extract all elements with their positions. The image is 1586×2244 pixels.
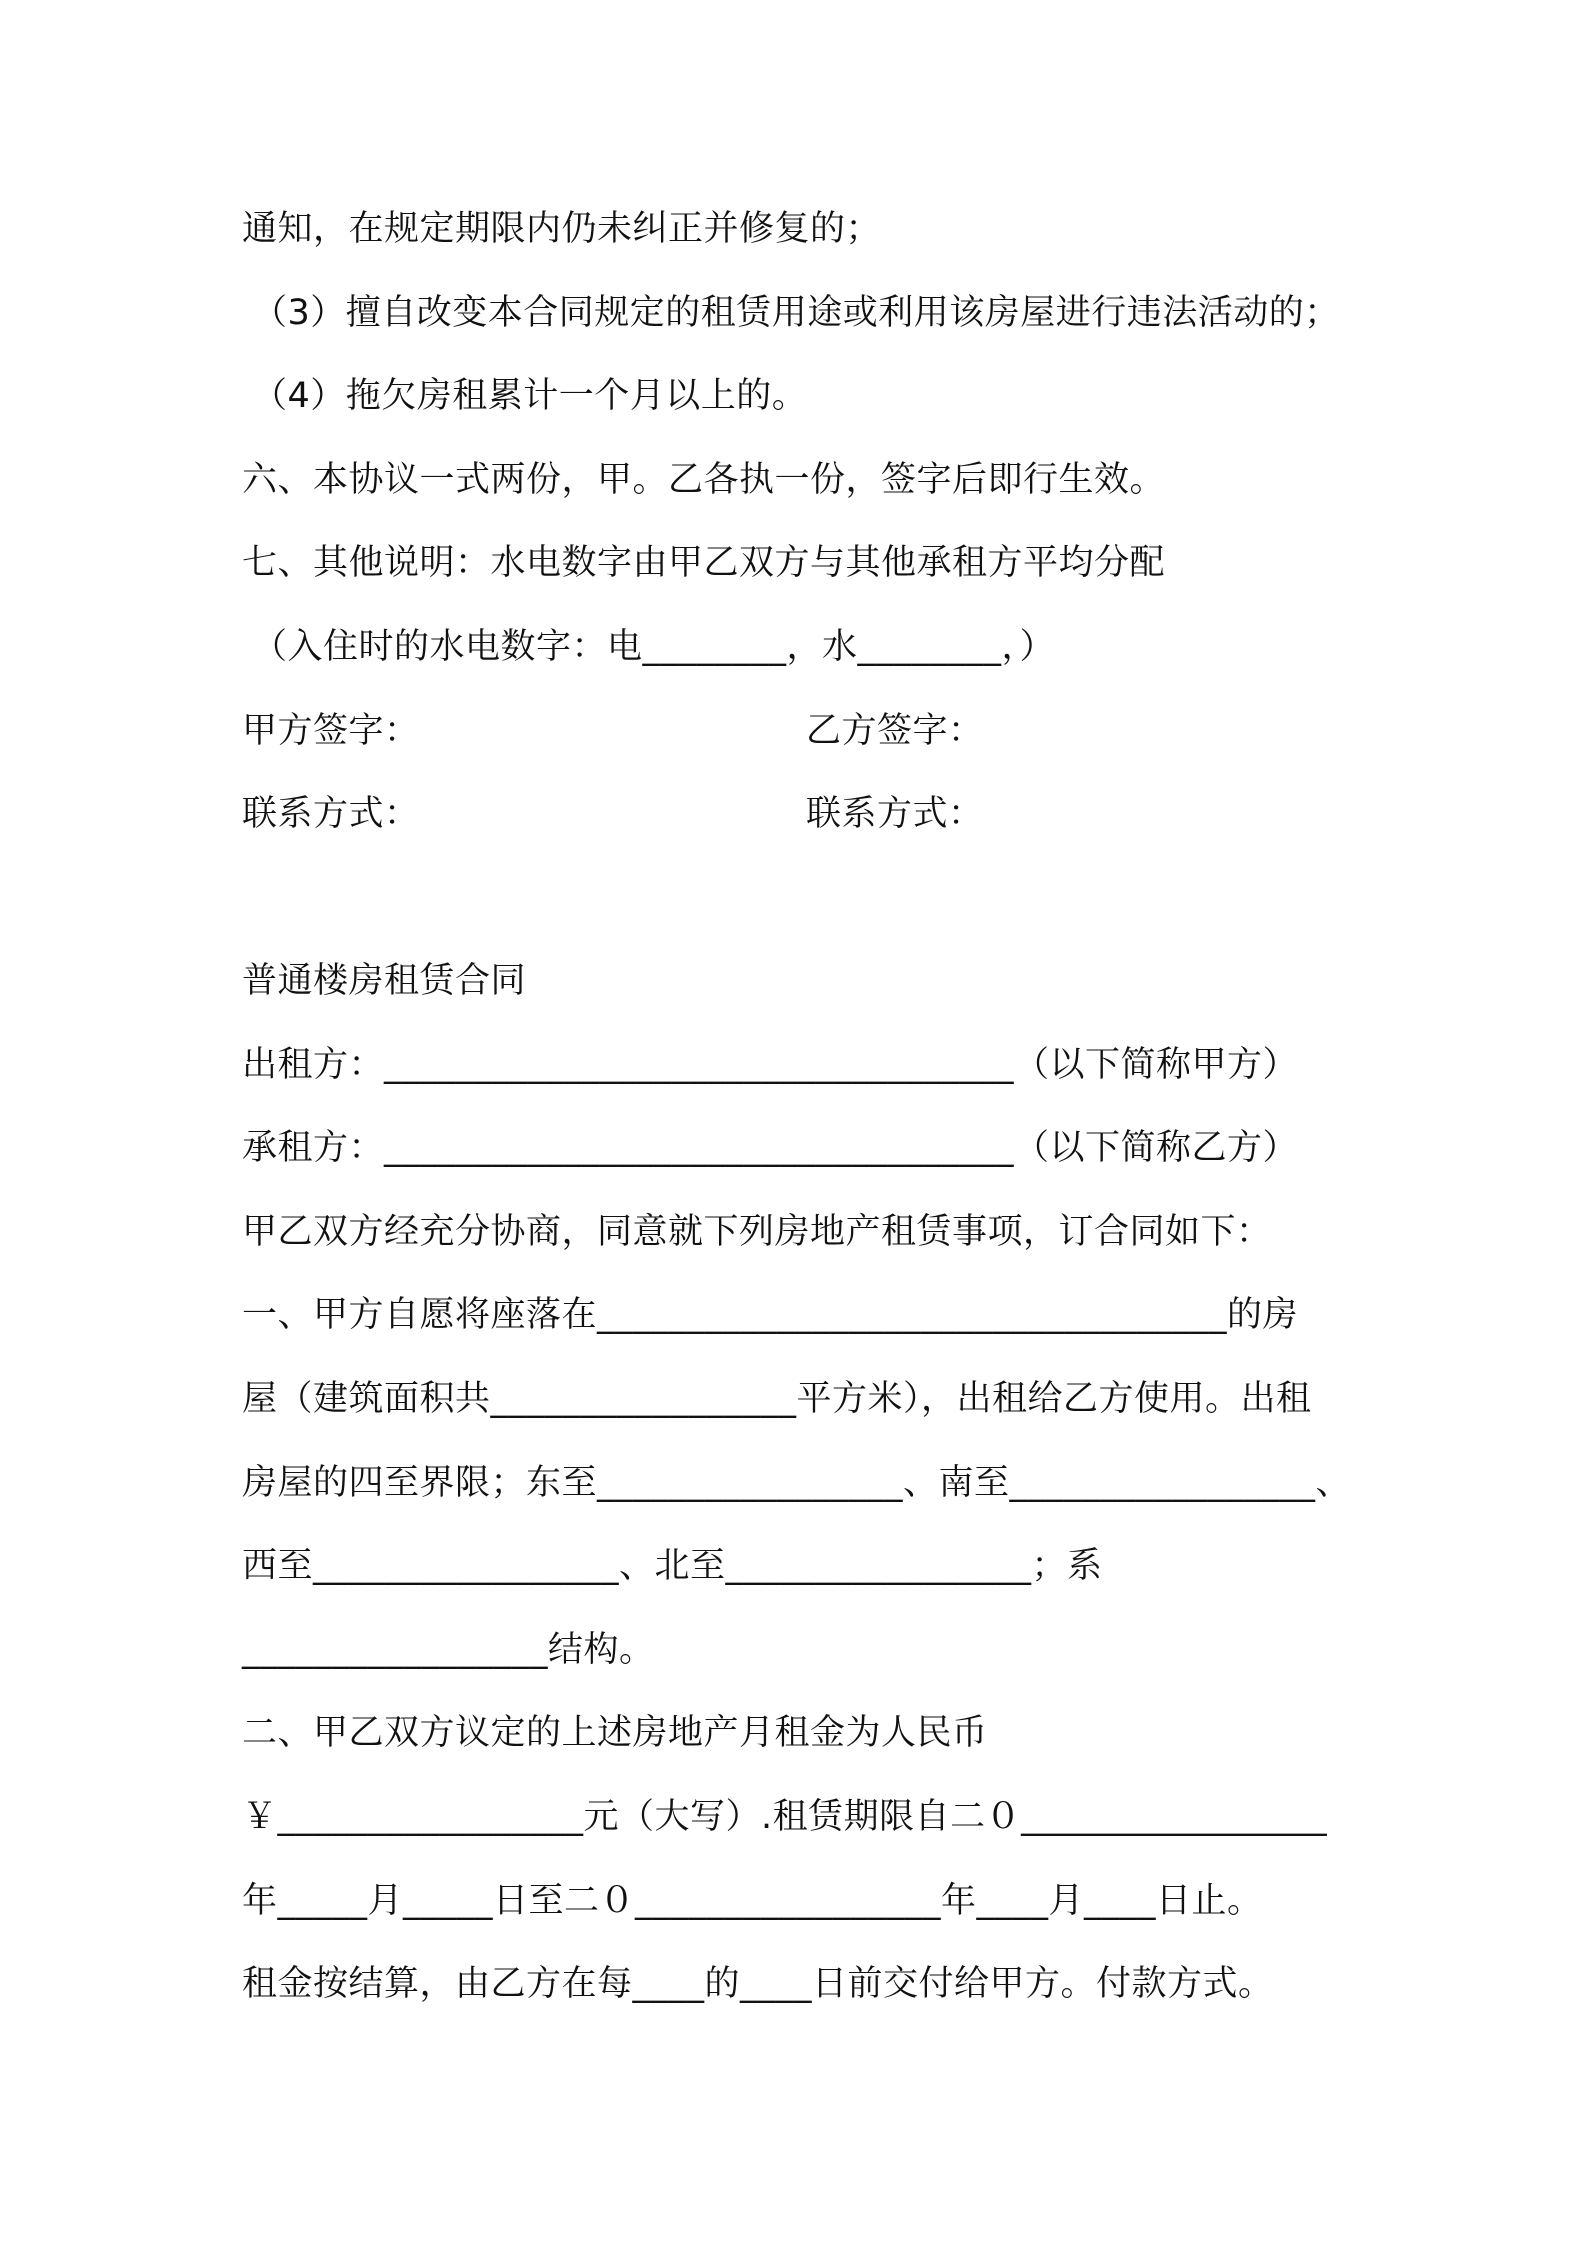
text-line: 通知，在规定期限内仍未纠正并修复的； <box>242 209 882 249</box>
text-line: 年_____月_____日至二０_________________年____月____日止。 <box>242 1881 1263 1921</box>
text-line: 租金按结算，由乙方在每____的____日前交付给甲方。付款方式。 <box>242 1964 1274 2004</box>
contract-title: 普通楼房租赁合同 <box>242 961 527 1001</box>
text-line: 六、本协议一式两份，甲。乙各执一份，签字后即行生效。 <box>242 460 1166 500</box>
text-line: 承租方：___________________________________（以下简称乙方） <box>242 1128 1299 1168</box>
party-b-signature-label: 乙方签字： <box>806 711 984 751</box>
text-line: ￥_________________元（大写）.租赁期限自二０_________________ <box>242 1797 1328 1837</box>
party-a-contact-label: 联系方式： <box>242 794 420 834</box>
text-line: _________________结构。 <box>242 1630 655 1670</box>
text-line: （3）擅自改变本合同规定的租赁用途或利用该房屋进行违法活动的； <box>252 293 1340 333</box>
party-a-signature-label: 甲方签字： <box>242 711 420 751</box>
text-line: 甲乙双方经充分协商，同意就下列房地产租赁事项，订合同如下： <box>242 1212 1272 1252</box>
text-line: 七、其他说明：水电数字由甲乙双方与其他承租方平均分配 <box>242 543 1166 583</box>
text-line: 出租方：___________________________________（以下简称甲方） <box>242 1045 1299 1085</box>
text-line: 二、甲乙双方议定的上述房地产月租金为人民币 <box>242 1713 988 1753</box>
text-line: （4）拖欠房租累计一个月以上的。 <box>252 376 808 416</box>
text-line: 一、甲方自愿将座落在___________________________________的房 <box>242 1295 1299 1335</box>
party-b-contact-label: 联系方式： <box>806 794 984 834</box>
text-line: 房屋的四至界限；东至_________________、南至_________________、 <box>242 1463 1352 1503</box>
text-line: 屋（建筑面积共_________________平方米），出租给乙方使用。出租 <box>242 1379 1312 1419</box>
text-line: （入住时的水电数字：电________，水________，） <box>252 627 1056 667</box>
text-line: 西至_________________、北至_________________；系 <box>242 1546 1103 1586</box>
